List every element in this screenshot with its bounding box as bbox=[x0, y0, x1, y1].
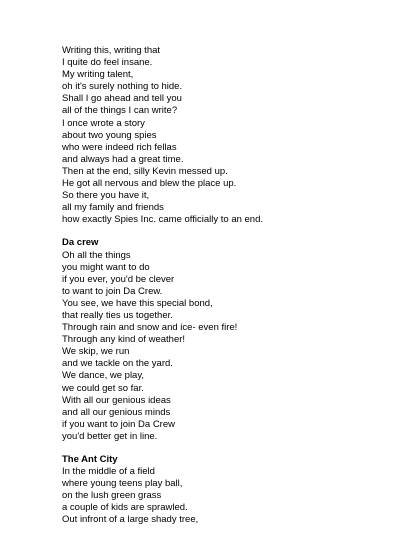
poem-line: you might want to do bbox=[62, 261, 150, 273]
poem-line: I once wrote a story bbox=[62, 117, 145, 129]
poem-line: Out infront of a large shady tree, bbox=[62, 514, 199, 526]
poem-line: if you want to join Da Crew bbox=[62, 418, 175, 430]
poem-line: With all our genious ideas bbox=[62, 394, 171, 406]
poem-line: on the lush green grass bbox=[62, 490, 162, 502]
poem-line: and always had a great time. bbox=[62, 153, 184, 165]
poem-line: you'd better get in line. bbox=[62, 430, 158, 442]
poem-line: Oh all the things bbox=[62, 249, 131, 261]
poem-line: Shall I go ahead and tell you bbox=[62, 93, 182, 105]
poem-ant-city bbox=[62, 454, 402, 527]
poem-line: Through any kind of weather! bbox=[62, 334, 186, 346]
poem-line: and we tackle on the yard. bbox=[62, 358, 173, 370]
poem-line: oh it's surely nothing to hide. bbox=[62, 81, 183, 93]
poem-line: In the middle of a field bbox=[62, 466, 155, 478]
poem-line: We dance, we play, bbox=[62, 370, 145, 382]
poem-line: We skip, we run bbox=[62, 346, 130, 358]
poem-title: Da crew bbox=[62, 237, 99, 249]
poem-line: all my family and friends bbox=[62, 202, 164, 214]
poem-line: Writing this, writing that bbox=[62, 45, 161, 56]
poem-line: who were indeed rich fellas bbox=[62, 141, 177, 153]
poem-da-crew bbox=[62, 237, 402, 443]
poem-line: My writing talent, bbox=[62, 69, 134, 81]
stanza-gap bbox=[62, 443, 402, 454]
poem-line: Then at the end, silly Kevin messed up. bbox=[62, 165, 228, 177]
poem-line: a couple of kids are sprawled. bbox=[62, 502, 188, 514]
poem-line: we could get so far. bbox=[62, 382, 144, 394]
poem-line: So there you have it, bbox=[62, 190, 150, 202]
poem-line: if you ever, you'd be clever bbox=[62, 273, 175, 285]
poem-line: how exactly Spies Inc. came officially to an end. bbox=[62, 214, 264, 226]
poem-line: about two young spies bbox=[62, 129, 157, 141]
poem-line: where young teens play ball, bbox=[62, 478, 183, 490]
poem-writing bbox=[62, 45, 402, 226]
poem-line: Through rain and snow and ice- even fire! bbox=[62, 322, 238, 334]
poem-line: to want to join Da Crew. bbox=[62, 285, 163, 297]
poem-line: I quite do feel insane. bbox=[62, 57, 153, 69]
poem-line: You see, we have this special bond, bbox=[62, 297, 213, 309]
document-page bbox=[62, 45, 402, 527]
poem-line: and all our genious minds bbox=[62, 406, 171, 418]
poem-line: all of the things I can write? bbox=[62, 105, 178, 117]
stanza-gap bbox=[62, 226, 402, 237]
poem-line: He got all nervous and blew the place up. bbox=[62, 178, 237, 190]
poem-title: The Ant City bbox=[62, 454, 118, 465]
poem-line: that really ties us together. bbox=[62, 309, 173, 321]
